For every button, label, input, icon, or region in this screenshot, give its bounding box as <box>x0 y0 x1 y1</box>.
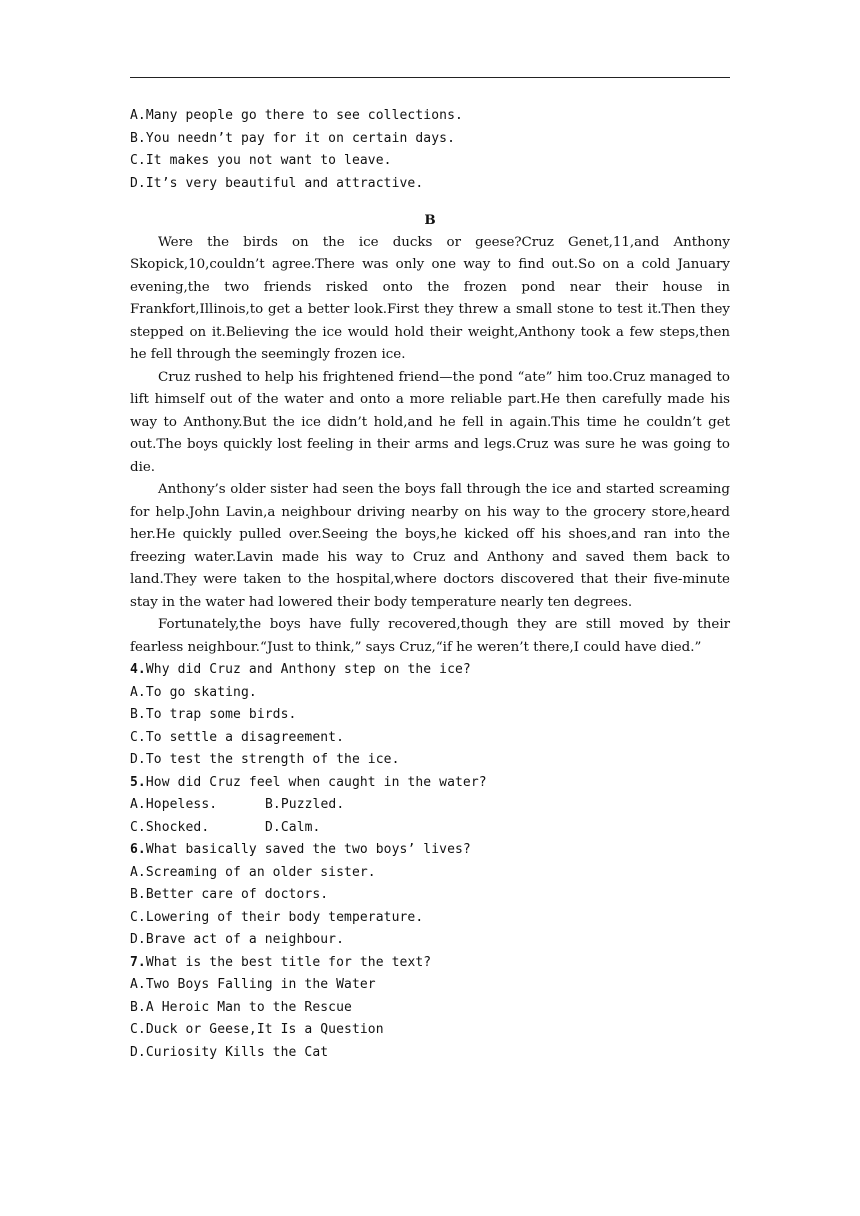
question-option: C.Shocked. <box>130 819 210 835</box>
passage-paragraph-2: Cruz rushed to help his frightened friend—the pond “ate” him too.Cruz managed to lift himself out of the water and onto a more reliable part.He then carefully made his way to Anthony.But the ice didn’t hold,and he fell in again.This time he couldn’t get out.The boys quickly lost feeling in their arms and legs.Cruz was sure he was going to die. <box>130 369 730 475</box>
question-number: 7. <box>130 954 146 970</box>
question-number: 6. <box>130 842 146 857</box>
question-option: B.To trap some birds. <box>130 707 297 722</box>
passage <box>130 232 730 660</box>
passage-paragraph-1: Were the birds on the ice ducks or geese?Cruz Genet,11,and Anthony Skopick,10,couldn’t agree.There was only one way to find out.So on a cold January evening,the two friends risked onto the frozen pond near their house in Frankfort,Illinois,to get a better look.First they threw a small stone to test it.Then they stepped on it.Believing the ice would hold their weight,Anthony took a few steps,then he fell through the seemingly frozen ice. <box>130 234 730 362</box>
question-text: Why did Cruz and Anthony step on the ice? <box>145 662 471 677</box>
question-5 <box>130 772 730 840</box>
question-text: What is the best title for the text? <box>145 954 432 970</box>
question-4 <box>130 659 730 772</box>
question-text: What basically saved the two boys’ lives? <box>145 842 471 857</box>
option-d: D.It’s very beautiful and attractive. <box>130 175 424 191</box>
question-option: B.Better care of doctors. <box>130 887 329 902</box>
question-option: B.A Heroic Man to the Rescue <box>130 999 352 1015</box>
question-option: A.Hopeless. <box>130 797 218 812</box>
passage-paragraph-4: Fortunately,the boys have fully recovered,though they are still moved by their fearless neighbour.“Just to think,” says Cruz,“if he weren’t there,I could have died.” <box>130 617 730 655</box>
question-option: A.To go skating. <box>130 684 257 700</box>
question-6 <box>130 839 730 952</box>
section-title: B <box>424 212 436 228</box>
page-content <box>130 105 730 1064</box>
option-c: C.It makes you not want to leave. <box>130 153 392 168</box>
question-option: D.Curiosity Kills the Cat <box>130 1044 329 1060</box>
question-option: A.Screaming of an older sister. <box>130 864 376 880</box>
question-option: C.To settle a disagreement. <box>130 729 345 745</box>
question-option: D.Brave act of a neighbour. <box>130 932 345 947</box>
question-option: A.Two Boys Falling in the Water <box>130 977 376 992</box>
question-option: D.Calm. <box>265 819 321 835</box>
option-b: B.You needn’t pay for it on certain days. <box>130 130 455 146</box>
previous-options <box>130 105 730 195</box>
question-option: C.Lowering of their body temperature. <box>130 909 424 925</box>
question-7 <box>130 952 730 1065</box>
question-option: D.To test the strength of the ice. <box>130 752 400 767</box>
option-a: A.Many people go there to see collections. <box>130 108 463 123</box>
question-number: 4. <box>130 662 146 677</box>
question-option: C.Duck or Geese,It Is a Question <box>130 1022 384 1037</box>
question-option: B.Puzzled. <box>265 797 345 812</box>
passage-paragraph-3: Anthony’s older sister had seen the boys fall through the ice and started screaming for help.John Lavin,a neighbour driving nearby on his way to the grocery store,heard her.He quickly pulled over.Seeing the boys,he kicked off his shoes,and ran into the freezing water.Lavin made his way to Cruz and Anthony and saved them back to land.They were taken to the hospital,where doctors discovered that their five-minute stay in the water had lowered their body temperature nearly ten degrees. <box>130 482 730 610</box>
question-number: 5. <box>130 774 146 790</box>
question-text: How did Cruz feel when caught in the water? <box>145 774 487 790</box>
header-rule <box>130 77 730 78</box>
